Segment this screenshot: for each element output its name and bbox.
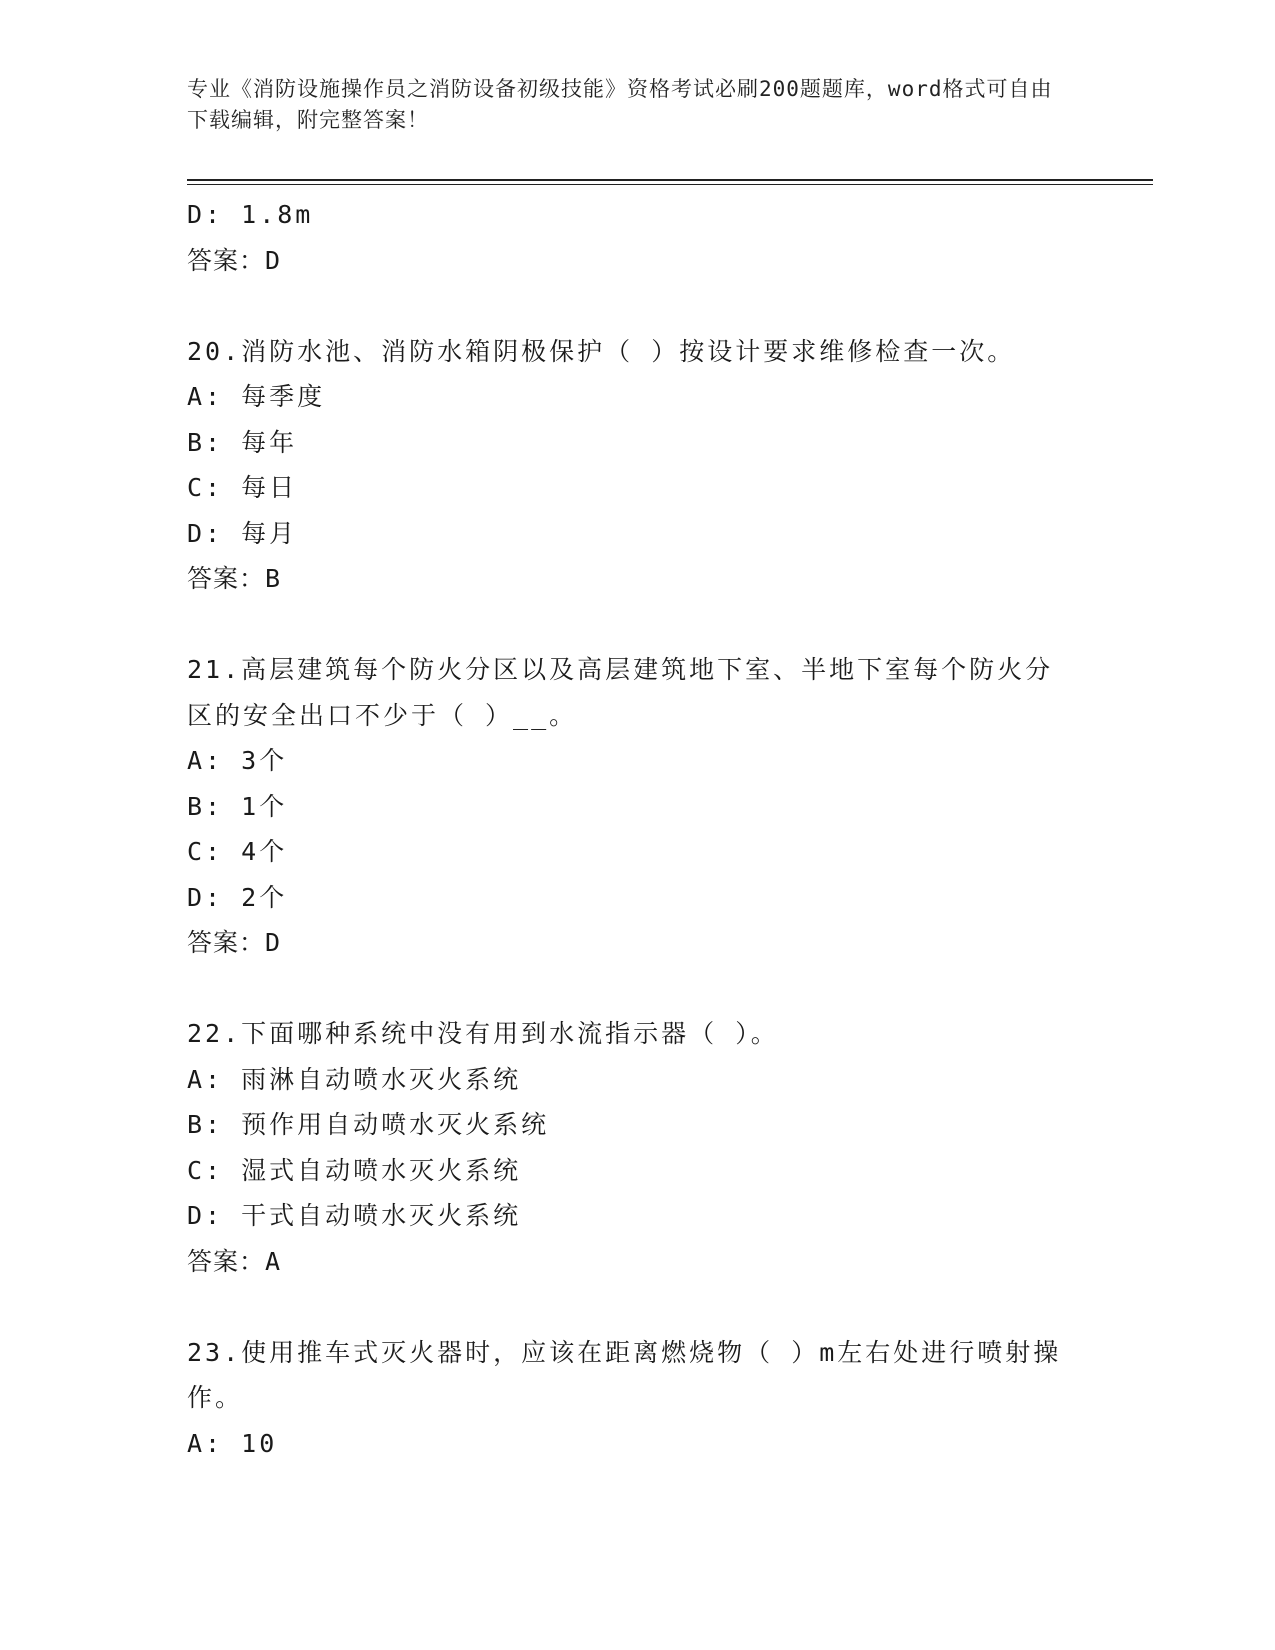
spacer (187, 602, 1087, 648)
option-a: A: 每季度 (187, 382, 326, 411)
option-c: C: 4个 (187, 837, 288, 866)
question-20 (187, 329, 1087, 602)
answer-line: 答案：D (187, 245, 282, 275)
option-b: B: 预作用自动喷水灭火系统 (187, 1110, 550, 1139)
option-b: B: 1个 (187, 791, 288, 821)
option-d: D: 每月 (187, 518, 298, 548)
header-divider-thick (187, 179, 1153, 181)
question-stem: 21.高层建筑每个防火分区以及高层建筑地下室、半地下室每个防火分区的安全出口不少于（ ）__。 (187, 655, 1054, 730)
question-21 (187, 647, 1087, 966)
option-c: C: 每日 (187, 473, 298, 502)
question-list (187, 192, 1087, 1466)
spacer (187, 1284, 1087, 1330)
answer-line: 答案：D (187, 928, 282, 957)
option-b: B: 每年 (187, 427, 298, 457)
option-d: D: 2个 (187, 882, 288, 912)
question-stem: 23.使用推车式灭火器时，应该在距离燃烧物（ ）m左右处进行喷射操作。 (187, 1337, 1062, 1412)
spacer (187, 966, 1087, 1012)
option-a: A: 雨淋自动喷水灭火系统 (187, 1064, 522, 1094)
question-23 (187, 1330, 1087, 1467)
question-stem: 20.消防水池、消防水箱阴极保护（ ）按设计要求维修检查一次。 (187, 336, 1016, 366)
document-header: 专业《消防设施操作员之消防设备初级技能》资格考试必刷200题题库，word格式可自由下载编辑，附完整答案！ (187, 77, 1053, 132)
option-c: C: 湿式自动喷水灭火系统 (187, 1155, 522, 1185)
option-d: D: 干式自动喷水灭火系统 (187, 1201, 522, 1230)
option-a: A: 3个 (187, 746, 288, 775)
header-divider-thin (187, 184, 1153, 185)
answer-line: 答案：A (187, 1246, 282, 1276)
question-stem: 22.下面哪种系统中没有用到水流指示器（ ）。 (187, 1019, 779, 1048)
option-a: A: 10 (187, 1428, 278, 1458)
spacer (187, 283, 1087, 329)
option-d: D: 1.8m (187, 200, 314, 229)
answer-line: 答案：B (187, 564, 282, 593)
question-22 (187, 1011, 1087, 1284)
